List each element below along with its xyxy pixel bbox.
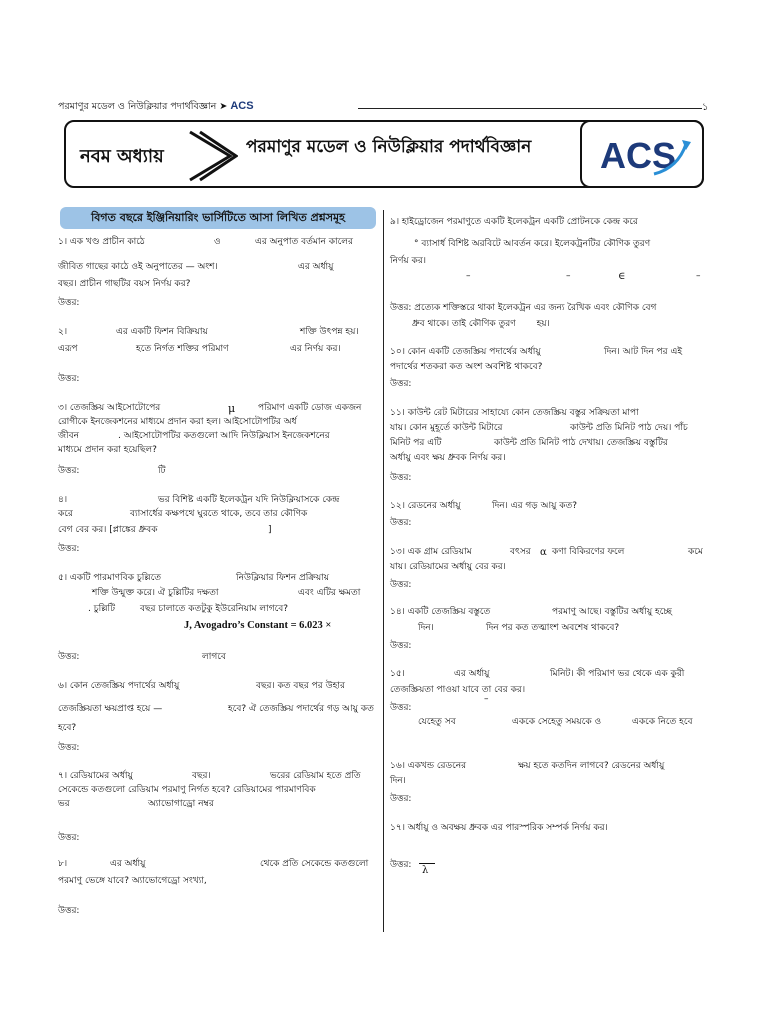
running-title: পরমাণুর মডেল ও নিউক্লিয়ার পদার্থবিজ্ঞান (58, 101, 217, 112)
column-divider (383, 210, 384, 932)
question-4-line3: বেগ বের কর। [প্লাঙ্কের ধ্রুবক ] (58, 525, 272, 535)
question-7-line2: সেকেন্ডে কতগুলো রেডিয়াম পরমাণু নির্গত হবে? রেডিয়ামের পারমাণবিক (58, 785, 316, 795)
question-3-line2: রোগীকে ইনজেকশনের মাধ্যমে প্রদান করা হল। আইসোটোপটির অর্ধ (58, 417, 297, 427)
question-13-line2: যায়। রেডিয়ামের অর্ধায়ু বের কর। (390, 562, 506, 572)
section-heading: বিগত বছরে ইঞ্জিনিয়ারিং ভার্সিটিতে আসা লিখিত প্রশ্নসমূহ (60, 207, 376, 229)
answer-text: উত্তর: প্রত্যেক শক্তিস্তরে থাকা ইলেকট্রন এর জন্য রৈখিক এবং কৌণিক বেগ (390, 303, 657, 313)
chapter-label: নবম অধ্যায় (80, 146, 164, 167)
question-14-line2: দিন। দিন পর কত তত্মাংশ অবশেষ থাকবে? (418, 623, 620, 633)
question-3-line4: মাধ্যমে প্রদান করা হয়েছিল? (58, 445, 157, 455)
answer-label: উত্তর: (390, 794, 412, 804)
question-17: ১৭। অর্ধায়ু ও অবক্ষয় ধ্রুবক এর পারস্পরিক সম্পর্ক নির্ণয় কর। (390, 823, 608, 833)
question-6-line2: তেজস্ক্রিয়তা ক্ষয়প্রাপ্ত হয়ে — হবে? ঐ তেজস্ক্রিয় পদার্থের গড় আয়ু কত (58, 704, 374, 714)
question-12: ১২। রেডনের অর্ধায়ু দিন। এর গড় আয়ু কত? (390, 501, 578, 511)
question-6: ৬। কোন তেজস্ক্রিয় পদার্থের অর্ধায়ু বছর। কত বছর পর উহার (58, 681, 345, 691)
answer-label: উত্তর: (390, 473, 412, 483)
answer-label: উত্তর: (390, 379, 412, 389)
question-15-line2: তেজস্ক্রিয়তা পাওয়া যাবে তা বের কর। (390, 685, 526, 695)
question-5-line3: . চুল্লিটি বছর চালাতে কতটুকু ইউরেনিয়াম লাগবে? (88, 604, 288, 614)
answer-label: উত্তর: – (390, 694, 489, 713)
question-11: ১১। কাউন্ট রেট মিটারের সাহায্যে কোন তেজস্ক্রিয় বস্তুর সক্রিয়তা মাপা (390, 408, 639, 418)
arrow-right-icon: ➤ (219, 101, 228, 112)
question-5-line2: শক্তি উন্মুক্ত করে। ঐ চুল্লিটির দক্ষতা এবং এটির ক্ষমতা (92, 588, 361, 598)
question-8: ৮। এর অর্ধায়ু থেকে প্রতি সেকেন্ডে কতগুলো (58, 859, 369, 869)
question-16: ১৬। একখন্ড রেডনের ক্ষয় হতে কতদিন লাগবে? রেডনের অর্ধায়ু (390, 761, 665, 771)
question-9-line3: নির্ণয় কর। (390, 256, 427, 266)
answer-label: উত্তর: λ (390, 857, 710, 872)
question-9-line2: ° ব্যাসার্ধ বিশিষ্ট অরবিটে আবর্তন করে। ইলেকট্রনটির কৌণিক তুরণ (414, 239, 651, 249)
answer-label: উত্তর: (390, 641, 412, 651)
question-7-line3: ভর অ্যাভোগাড্রো নম্বর (58, 799, 214, 809)
question-1: ১। এক খণ্ড প্রাচীন কাঠে ও এর অনুপাত বর্তমান কালের (58, 237, 353, 247)
question-1-line2: জীবিত গাছের কাঠে ওই অনুপাতের — অংশ। এর অর্ধায়ু (58, 262, 334, 272)
logo-text: ACS (600, 135, 677, 176)
question-11-line3: মিনিট পর এটি কাউন্ট প্রতি মিনিট পাঠ দেখায়। তেজস্ক্রিয় বস্তুটির (390, 438, 668, 448)
question-5: ৫। একটি পারমাণবিক চুল্লিতে নিউক্লিয়ার ফিশন প্রক্রিয়ায় (58, 573, 330, 583)
question-7: ৭। রেডিয়ামের অর্ধায়ু বছর। ভরের রেডিয়াম হতে প্রতি (58, 771, 361, 781)
question-2-line2: এরূপ হতে নির্গত শক্তির পরিমাণ এর নির্ণয় কর। (58, 344, 341, 354)
question-1-line3: বছর। প্রাচীন গাছটির বয়স নির্ণয় কর? (58, 279, 191, 289)
page-number: ১ (702, 102, 709, 113)
question-11-line4: অর্ধায়ু এবং ক্ষয় ধ্রুবক নির্ণয় কর। (390, 453, 506, 463)
question-8-line2: পরমাণু ভেঙ্গে যাবে? অ্যাভোগেড্রো সংখ্যা, (58, 876, 207, 886)
answer-label: উত্তর: (58, 833, 80, 843)
question-2: ২। এর একটি ফিশন বিক্রিয়ায় শক্তি উৎপন্ন হয়। (58, 327, 359, 337)
question-3: ৩। তেজস্ক্রিয় আইসোটোপের μ পরিমাণ একটি ডোজ একজন (58, 402, 362, 415)
answer-label: উত্তর: (58, 743, 80, 753)
chapter-title: পরমাণুর মডেল ও নিউক্লিয়ার পদার্থবিজ্ঞান (246, 137, 532, 157)
question-4-line2: করে ব্যাসার্ধের কক্ষপথে ঘুরতে থাকে, তবে তার কৌণিক (58, 509, 308, 519)
answer-label: উত্তর: টি (58, 466, 166, 476)
question-9: ৯। হাইড্রোজেন পরমাণুতে একটি ইলেকট্রন একটি প্রোটনকে কেন্দ্র করে (390, 217, 638, 227)
answer-label: উত্তর: (58, 298, 80, 308)
chevron-right-icon (186, 128, 238, 184)
answer-label: উত্তর: (390, 518, 412, 528)
question-16-line2: দিন। (390, 776, 406, 786)
answer-label: উত্তর: লাগবে (58, 652, 226, 662)
question-13: ১৩। এক গ্রাম রেডিয়াম বৎসর α কণা বিকিরণের ফলে কমে (390, 547, 703, 558)
answer-label: উত্তর: (58, 544, 80, 554)
question-15: ১৫। এর অর্ধায়ু মিনিট। কী পরিমাণ ভর থেকে এক কুরী (390, 669, 685, 679)
running-logo: ACS (230, 100, 254, 112)
question-10-line2: পদার্থের শতকরা কত অংশ অবশিষ্ট থাকবে? (390, 362, 543, 372)
fraction-bar (419, 863, 435, 864)
header-rule (358, 108, 702, 109)
running-header (58, 100, 254, 115)
answer-text: যেহেতু সব এককে সেহেতু সময়কে ও এককে নিতে হবে (418, 717, 693, 727)
question-10: ১০। কোন একটি তেজস্ক্রিয় পদার্থের অর্ধায়ু দিন। আট দিন পর এই (390, 347, 683, 357)
question-14: ১৪। একটি তেজস্ক্রিয় বস্তুতে পরমাণু আছে। বস্তুটির অর্ধায়ু হচ্ছে (390, 607, 672, 617)
answer-label: উত্তর: (390, 580, 412, 590)
answer-text-line2: ধ্রুব থাকে। তাই কৌণিক তুরণ হয়। (412, 319, 550, 329)
question-4: ৪। ভর বিশিষ্ট একটি ইলেকট্রন যদি নিউক্লিয়াসকে কেন্দ্র (58, 495, 340, 505)
answer-label: উত্তর: (58, 906, 80, 916)
answer-label: উত্তর: (58, 374, 80, 384)
question-3-line3: জীবন . আইসোটোপটির কতগুলো আদি নিউক্লিয়াস ইনজেকশনের (58, 431, 330, 441)
question-6-line3: হবে? (58, 723, 77, 733)
acs-logo (598, 130, 694, 180)
question-11-line2: যায়। কোন মুহূর্তে কাউন্ট মিটারে কাউন্ট প্রতি মিনিট পাঠ দেয়। পাঁচ (390, 423, 688, 433)
